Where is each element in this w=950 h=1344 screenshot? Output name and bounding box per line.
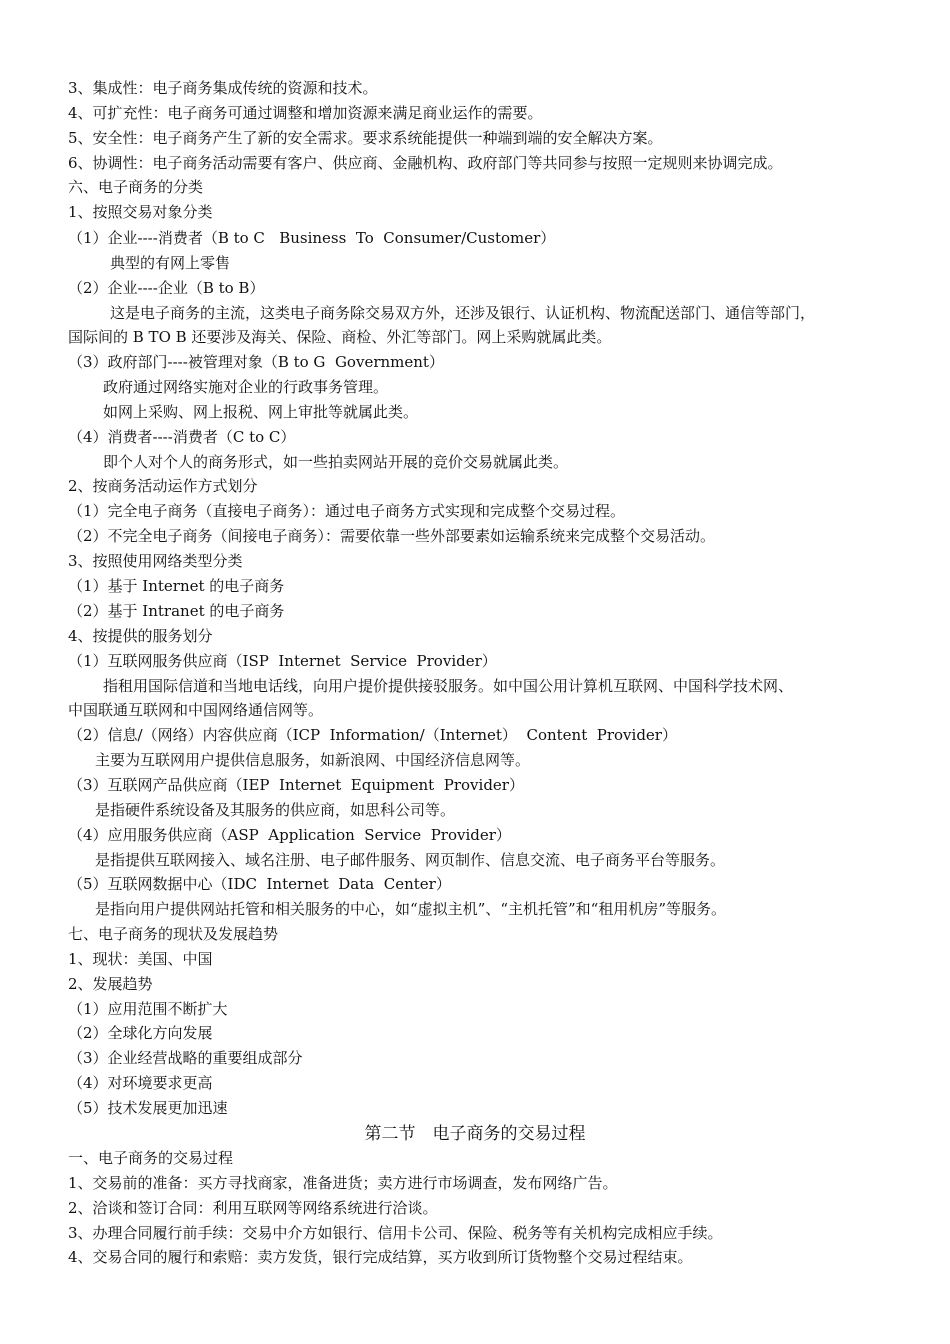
item-isp-desc-line1: 指租用国际信道和当地电话线，向用户提价提供接驳服务。如中国公用计算机互联网、中国科学技术网、	[103, 677, 794, 695]
trend-5: （5）技术发展更加迅速	[68, 1099, 228, 1117]
item-b2c: （1）企业----消费者（B to C Business To Consumer/Customer）	[68, 229, 556, 247]
item-icp-desc: 主要为互联网用户提供信息服务，如新浪网、中国经济信息网等。	[95, 751, 531, 769]
subheading-by-service: 4、按提供的服务划分	[68, 627, 213, 645]
item-partial-ecommerce: （2）不完全电子商务（间接电子商务）：需要依靠一些外部要素如运输系统来完成整个交易活动。	[68, 527, 716, 545]
item-iep-desc: 是指硬件系统设备及其服务的供应商，如思科公司等。	[95, 801, 456, 819]
trend-3: （3）企业经营战略的重要组成部分	[68, 1049, 303, 1067]
process-step-1: 1、交易前的准备：买方寻找商家，准备进货；卖方进行市场调查，发布网络广告。	[68, 1174, 618, 1192]
section-title: 第二节 电子商务的交易过程	[364, 1124, 586, 1144]
feature-integration: 3、集成性：电子商务集成传统的资源和技术。	[68, 79, 378, 97]
trend-2: （2）全球化方向发展	[68, 1024, 213, 1042]
item-full-ecommerce: （1）完全电子商务（直接电子商务）：通过电子商务方式实现和完成整个交易过程。	[68, 502, 626, 520]
item-intranet: （2）基于 Intranet 的电子商务	[68, 602, 285, 620]
feature-security: 5、安全性：电子商务产生了新的安全需求。要求系统能提供一种端到端的安全解决方案。	[68, 129, 663, 147]
item-isp-desc-line2: 中国联通互联网和中国网络通信网等。	[68, 701, 324, 719]
item-isp: （1）互联网服务供应商（ISP Internet Service Provider）	[68, 652, 497, 670]
item-idc-desc: 是指向用户提供网站托管和相关服务的中心，如“虚拟主机”、“主机托管”和“租用机房”等服务。	[95, 900, 727, 918]
item-b2b: （2）企业----企业（B to B）	[68, 279, 265, 297]
process-step-3: 3、办理合同履行前手续：交易中介方如银行、信用卡公司、保险、税务等有关机构完成相应手续。	[68, 1224, 723, 1242]
heading-status-trends: 七、电子商务的现状及发展趋势	[68, 925, 279, 943]
item-c2c-desc: 即个人对个人的商务形式，如一些拍卖网站开展的竞价交易就属此类。	[103, 453, 569, 471]
subheading-by-network: 3、按照使用网络类型分类	[68, 552, 243, 570]
item-status: 1、现状：美国、中国	[68, 950, 213, 968]
item-iep: （3）互联网产品供应商（IEP Internet Equipment Provider）	[68, 776, 524, 794]
process-step-4: 4、交易合同的履行和索赔：卖方发货，银行完成结算，买方收到所订货物整个交易过程结束。	[68, 1248, 693, 1266]
item-icp: （2）信息/（网络）内容供应商（ICP Information/（Internet） Content Provider）	[68, 726, 677, 744]
trend-4: （4）对环境要求更高	[68, 1074, 213, 1092]
feature-scalability: 4、可扩充性：电子商务可通过调整和增加资源来满足商业运作的需要。	[68, 104, 543, 122]
item-c2c: （4）消费者----消费者（C to C）	[68, 428, 296, 446]
item-b2b-desc-line1: 这是电子商务的主流，这类电子商务除交易双方外，还涉及银行、认证机构、物流配送部门、通信等部门，	[110, 304, 816, 322]
subheading-by-object: 1、按照交易对象分类	[68, 203, 213, 221]
item-b2b-desc-line2: 国际间的 B TO B 还要涉及海关、保险、商检、外汇等部门。网上采购就属此类。	[68, 328, 612, 346]
item-b2g-desc-line2: 如网上采购、网上报税、网上审批等就属此类。	[103, 403, 419, 421]
item-b2g-desc-line1: 政府通过网络实施对企业的行政事务管理。	[103, 378, 389, 396]
item-asp-desc: 是指提供互联网接入、域名注册、电子邮件服务、网页制作、信息交流、电子商务平台等服务。	[95, 851, 726, 869]
trend-1: （1）应用范围不断扩大	[68, 1000, 228, 1018]
feature-coordination: 6、协调性：电子商务活动需要有客户、供应商、金融机构、政府部门等共同参与按照一定规则来协调完成。	[68, 154, 783, 172]
item-asp: （4）应用服务供应商（ASP Application Service Provider）	[68, 826, 511, 844]
subheading-by-operation: 2、按商务活动运作方式划分	[68, 477, 258, 495]
heading-transaction-process: 一、电子商务的交易过程	[68, 1149, 234, 1167]
item-b2c-desc: 典型的有网上零售	[110, 254, 231, 272]
item-idc: （5）互联网数据中心（IDC Internet Data Center）	[68, 875, 451, 893]
item-internet: （1）基于 Internet 的电子商务	[68, 577, 285, 595]
item-b2g: （3）政府部门----被管理对象（B to G Government）	[68, 353, 444, 371]
process-step-2: 2、洽谈和签订合同：利用互联网等网络系统进行洽谈。	[68, 1199, 438, 1217]
subheading-trends: 2、发展趋势	[68, 975, 153, 993]
heading-classification: 六、电子商务的分类	[68, 178, 204, 196]
